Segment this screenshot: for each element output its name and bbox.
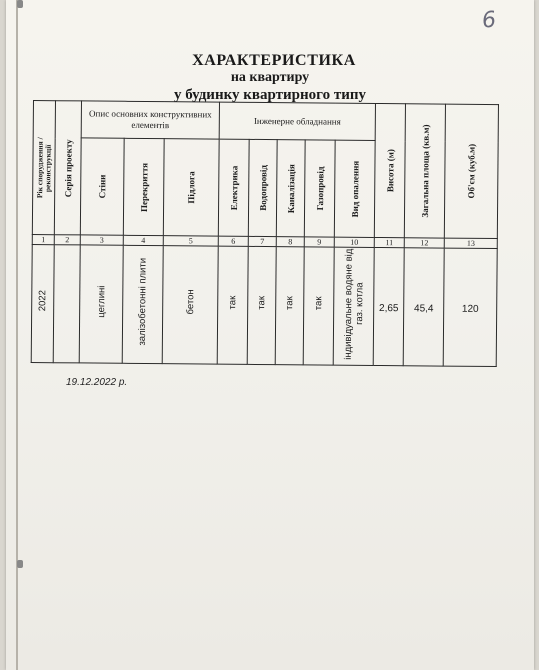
header-height: Висота (м) [374, 103, 405, 237]
header-floors: Перекриття [123, 138, 164, 235]
table-row [31, 244, 497, 366]
column-number: 9 [304, 237, 334, 247]
column-number: 13 [444, 238, 497, 248]
binding-hole [17, 560, 23, 568]
header-year: Рік спорудження / реконструкції [32, 101, 55, 235]
cell-floors: залізобетонні плити [122, 245, 163, 363]
characteristics-table [31, 100, 499, 367]
document-subtitle-2: у будинку квартирного типу [173, 87, 366, 103]
header-series: Серія проекту [54, 101, 81, 235]
column-number: 2 [54, 235, 80, 245]
document-subtitle: на квартиру [230, 70, 310, 85]
header-flooring: Підлога [163, 139, 219, 236]
header-walls: Стіни [80, 138, 124, 235]
document-title: ХАРАКТЕРИСТИКА [192, 52, 356, 69]
cell-sewage: так [275, 247, 304, 365]
page-number: 6 [480, 7, 498, 34]
header-group-description: Опис основних конструктивних елементів [81, 101, 219, 139]
cell-gas: так [303, 247, 334, 365]
column-number: 6 [218, 236, 248, 246]
cell-flooring: бетон [162, 246, 218, 364]
cell-heating: індивідуальне водяне від газ. котла [333, 247, 374, 365]
cell-volume: 120 [443, 248, 497, 366]
column-number: 10 [334, 237, 374, 247]
cell-water: так [247, 246, 276, 364]
header-electricity: Електрика [218, 139, 249, 236]
cell-height: 2,65 [373, 247, 404, 365]
header-heating: Вид опалення [334, 140, 375, 237]
cell-electricity: так [217, 246, 248, 364]
column-number: 11 [374, 237, 404, 247]
document-date: 19.12.2022 р. [66, 377, 128, 388]
column-number: 12 [404, 238, 444, 248]
column-number: 1 [32, 234, 54, 244]
cell-year: 2022 [31, 244, 54, 362]
header-area: Загальна площа (кв.м) [404, 104, 445, 238]
header-water: Водопровід [248, 139, 277, 236]
header-group-engineering: Інженерне обладнання [219, 102, 375, 140]
header-gas: Газопровід [304, 140, 335, 237]
column-number: 4 [123, 235, 163, 245]
cell-area: 45,4 [403, 248, 444, 366]
column-number: 8 [276, 237, 304, 247]
cell-walls: цеглині [79, 245, 123, 363]
binding-hole [17, 0, 23, 8]
header-sewage: Каналізація [276, 140, 305, 237]
cell-series [53, 245, 80, 363]
column-number: 3 [80, 235, 123, 245]
column-number: 5 [163, 236, 218, 246]
header-volume: Об'єм (куб.м) [444, 104, 498, 238]
document-page [6, 0, 534, 670]
column-number: 7 [248, 236, 276, 246]
